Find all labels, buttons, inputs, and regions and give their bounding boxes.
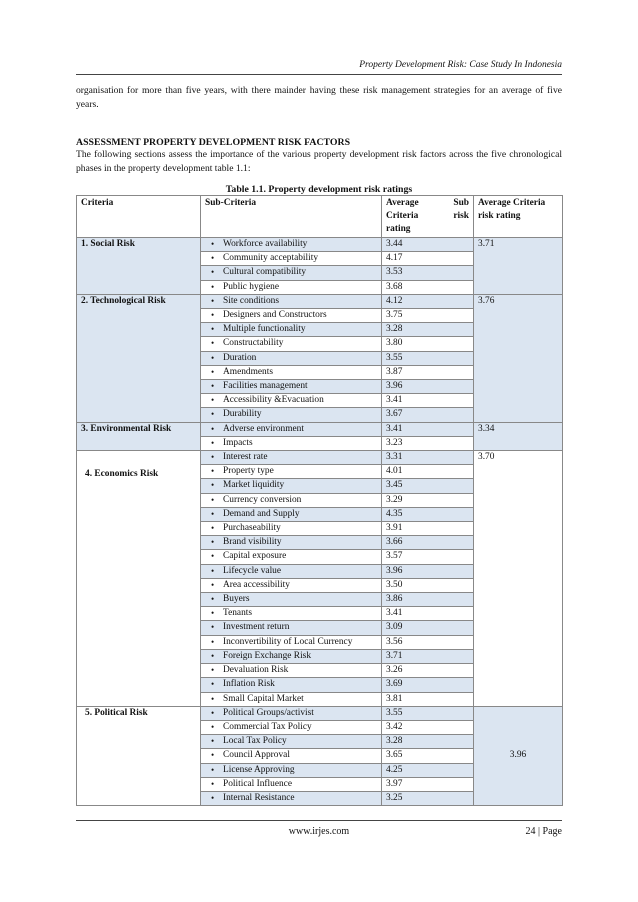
- sub-criteria-cell: • Amendments: [201, 365, 382, 379]
- sub-criteria-cell: • Inconvertibility of Local Currency: [201, 635, 382, 649]
- sub-criteria-cell: • Devaluation Risk: [201, 664, 382, 678]
- header-sub-criteria-label: Sub-Criteria: [205, 198, 257, 208]
- sub-criteria-cell: • Currency conversion: [201, 493, 382, 507]
- sub-criteria-cell: • Accessibility &Evacuation: [201, 394, 382, 408]
- sub-criteria-cell: • Buyers: [201, 593, 382, 607]
- sub-rating-cell: 4.12: [382, 294, 474, 308]
- sub-rating-cell: 3.41: [382, 394, 474, 408]
- sub-rating-cell: 3.96: [382, 380, 474, 394]
- sub-criteria-cell: • Investment return: [201, 621, 382, 635]
- sub-rating-cell: 3.68: [382, 280, 474, 294]
- header-criteria-label: Criteria: [81, 198, 114, 208]
- sub-criteria-cell: • Facilities management: [201, 380, 382, 394]
- sub-rating-cell: 3.28: [382, 323, 474, 337]
- sub-rating-cell: 3.69: [382, 678, 474, 692]
- sub-criteria-cell: • Constructability: [201, 337, 382, 351]
- sub-criteria-cell: • Durability: [201, 408, 382, 422]
- sub-rating-cell: 3.87: [382, 365, 474, 379]
- sub-rating-cell: 3.44: [382, 238, 474, 252]
- sub-rating-cell: 3.09: [382, 621, 474, 635]
- sub-criteria-cell: • Cultural compatibility: [201, 266, 382, 280]
- sub-criteria-cell: • Foreign Exchange Risk: [201, 649, 382, 663]
- intro-paragraph: organisation for more than five years, with there mainder having these risk management strategies for an average of five years.: [76, 85, 562, 110]
- sub-rating-cell: 3.65: [382, 749, 474, 763]
- header-criteria: [77, 196, 201, 238]
- sub-rating-cell: 4.17: [382, 252, 474, 266]
- sub-criteria-cell: • Purchaseability: [201, 522, 382, 536]
- sub-criteria-cell: • Tenants: [201, 607, 382, 621]
- sub-rating-cell: 3.80: [382, 337, 474, 351]
- header-average-sub-line2: Criteria risk: [386, 211, 469, 221]
- sub-rating-cell: 3.50: [382, 578, 474, 592]
- criteria-cell: 1. Social Risk: [77, 238, 201, 295]
- sub-criteria-cell: • Political Groups/activist: [201, 706, 382, 720]
- sub-rating-cell: 3.97: [382, 777, 474, 791]
- criteria-cell: 2. Technological Risk: [77, 294, 201, 422]
- header-average-sub-line1: Average Sub: [386, 198, 469, 208]
- sub-rating-cell: 3.29: [382, 493, 474, 507]
- sub-criteria-cell: • Small Capital Market: [201, 692, 382, 706]
- sub-criteria-cell: • Area accessibility: [201, 578, 382, 592]
- sub-rating-cell: 3.96: [382, 564, 474, 578]
- criteria-cell: 3. Environmental Risk: [77, 422, 201, 450]
- sub-criteria-cell: • Duration: [201, 351, 382, 365]
- sub-criteria-cell: • Community acceptability: [201, 252, 382, 266]
- table-caption: Table 1.1. Property development risk ratings: [225, 184, 413, 195]
- sub-criteria-cell: • License Approving: [201, 763, 382, 777]
- sub-criteria-cell: • Local Tax Policy: [201, 735, 382, 749]
- sub-rating-cell: 4.25: [382, 763, 474, 777]
- risk-ratings-table: [76, 195, 563, 806]
- sub-criteria-cell: • Designers and Constructors: [201, 309, 382, 323]
- header-rule: [76, 74, 562, 75]
- table-row: [77, 451, 563, 465]
- sub-criteria-cell: • Capital exposure: [201, 550, 382, 564]
- sub-rating-cell: 3.56: [382, 635, 474, 649]
- table-row: [77, 238, 563, 252]
- table-header-row: [77, 196, 563, 238]
- header-sub-criteria: [201, 196, 382, 238]
- sub-rating-cell: 3.67: [382, 408, 474, 422]
- sub-rating-cell: 3.41: [382, 422, 474, 436]
- criteria-average-cell: 3.71: [474, 238, 563, 295]
- footer-page-number: 24 | Page: [525, 826, 562, 837]
- sub-rating-cell: 3.86: [382, 593, 474, 607]
- table-row: [77, 422, 563, 436]
- sub-criteria-cell: • Council Approval: [201, 749, 382, 763]
- sub-rating-cell: 3.71: [382, 649, 474, 663]
- section-title: ASSESSMENT PROPERTY DEVELOPMENT RISK FACTORS: [76, 137, 351, 148]
- sub-rating-cell: 3.55: [382, 706, 474, 720]
- criteria-average-cell: 3.76: [474, 294, 563, 422]
- header-average-criteria-line2: risk rating: [478, 211, 521, 221]
- sub-criteria-cell: • Impacts: [201, 436, 382, 450]
- sub-rating-cell: 3.55: [382, 351, 474, 365]
- sub-criteria-cell: • Brand visibility: [201, 536, 382, 550]
- sub-rating-cell: 3.57: [382, 550, 474, 564]
- sub-rating-cell: 3.53: [382, 266, 474, 280]
- criteria-average-cell: 3.70: [474, 451, 563, 707]
- sub-rating-cell: 3.75: [382, 309, 474, 323]
- sub-rating-cell: 3.31: [382, 451, 474, 465]
- header-average-criteria-line1: Average Criteria: [478, 198, 546, 208]
- sub-criteria-cell: • Interest rate: [201, 451, 382, 465]
- table-row: [77, 294, 563, 308]
- sub-criteria-cell: • Commercial Tax Policy: [201, 720, 382, 734]
- sub-criteria-cell: • Market liquidity: [201, 479, 382, 493]
- running-header: Property Development Risk: Case Study In Indonesia: [359, 60, 562, 70]
- section-body: The following sections assess the importance of the various property development risk factors across the five chronological phases in the property development table 1.1:: [76, 149, 562, 174]
- criteria-cell: 5. Political Risk: [77, 706, 201, 805]
- sub-criteria-cell: • Demand and Supply: [201, 507, 382, 521]
- footer-rule: [76, 820, 562, 821]
- sub-criteria-cell: • Workforce availability: [201, 238, 382, 252]
- sub-criteria-cell: • Inflation Risk: [201, 678, 382, 692]
- sub-rating-cell: 3.23: [382, 436, 474, 450]
- footer-site: www.irjes.com: [288, 826, 350, 837]
- sub-rating-cell: 3.41: [382, 607, 474, 621]
- sub-rating-cell: 4.35: [382, 507, 474, 521]
- sub-rating-cell: 3.66: [382, 536, 474, 550]
- sub-rating-cell: 3.81: [382, 692, 474, 706]
- sub-rating-cell: 3.28: [382, 735, 474, 749]
- sub-criteria-cell: • Political Influence: [201, 777, 382, 791]
- sub-rating-cell: 4.01: [382, 465, 474, 479]
- table-row: [77, 706, 563, 720]
- sub-rating-cell: 3.42: [382, 720, 474, 734]
- header-average-sub: [382, 196, 474, 238]
- sub-criteria-cell: • Property type: [201, 465, 382, 479]
- sub-criteria-cell: • Internal Resistance: [201, 791, 382, 805]
- criteria-average-cell: 3.34: [474, 422, 563, 450]
- header-average-criteria: [474, 196, 563, 238]
- sub-criteria-cell: • Lifecycle value: [201, 564, 382, 578]
- header-average-sub-line3: rating: [386, 224, 411, 234]
- criteria-average-cell: 3.96: [474, 706, 563, 805]
- sub-rating-cell: 3.45: [382, 479, 474, 493]
- sub-criteria-cell: • Site conditions: [201, 294, 382, 308]
- criteria-cell: 4. Economics Risk: [77, 451, 201, 707]
- sub-rating-cell: 3.25: [382, 791, 474, 805]
- sub-rating-cell: 3.26: [382, 664, 474, 678]
- sub-criteria-cell: • Multiple functionality: [201, 323, 382, 337]
- sub-criteria-cell: • Adverse environment: [201, 422, 382, 436]
- sub-criteria-cell: • Public hygiene: [201, 280, 382, 294]
- sub-rating-cell: 3.91: [382, 522, 474, 536]
